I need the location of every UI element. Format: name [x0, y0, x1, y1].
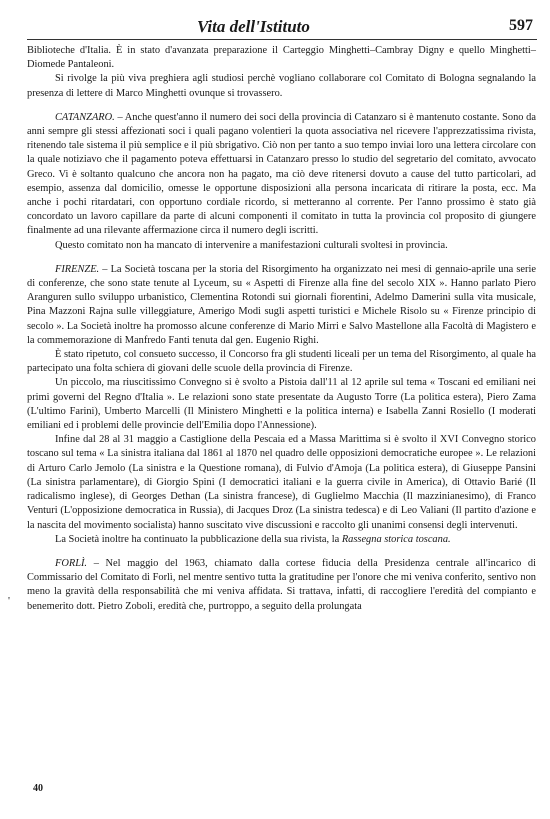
section-gap	[27, 101, 536, 111]
paragraph-firenze-text: – La Società toscana per la storia del Risorgimento ha organizzato nei mesi di gennaio-aprile una serie di conferenze, che sono state tenute al Lyceum, su « Aspetti di Firenze alla fine del secolo XIX ». Hanno parlato Piero Aranguren sullo sviluppo urbanistico, Clementina Rotondi sui giornali fiorentini, Adelmo Damerini sulla vita musicale, Pina Mazzoni Rajna sulle villeggiature, Amerigo Modi sugli aspetti turistici e Michele Risolo su « Firenze principio di secolo ». La Società inoltre ha promosso alcune conferenze di Mario Mirri e Salvo Mastellone alla Facoltà di Magistero e la commemorazione di Manfredo Fanti tenuta dal gen. Eugenio Righi.	[27, 263, 536, 346]
paragraph-forli-text: – Nel maggio del 1963, chiamato dalla cortese fiducia della Presidenza centrale all'incarico di Commissario del Comitato di Forlì, nel mentre sentivo tutta la gratitudine per l'onore che mi veniva conferito, sentivo non meno la gravità della responsabilità che mi veniva affidata. Si trattava, infatti, di raccogliere l'eredità del compianto e benemerito dott. Pietro Zoboli, eredità che, purtroppo, a seguito della prolungata	[27, 557, 536, 612]
paragraph-firenze-pistoia: Un piccolo, ma riuscitissimo Convegno si è svolto a Pistoia dall'11 al 12 aprile sul tema « Toscani ed emiliani nei primi governi del Regno d'Italia ». Le relazioni sono state presentate da Augusto Torre (La politica estera), Piero Zama (L'ultimo Farini), Umberto Marcelli (Il Ministero Minghetti e la politica interna) e Isabella Zanni Rosiello (I moderati emiliani ed i problemi delle provincie dell'Emilia dopo l'Annessione).	[27, 377, 536, 432]
section-gap	[27, 547, 536, 557]
running-title: Vita dell'Istituto	[197, 17, 310, 36]
paragraph-bologna-continued: Biblioteche d'Italia. È in stato d'avanzata preparazione il Carteggio Minghetti–Cambray Digny e quello Minghetti–Diomede Pantaleoni.	[27, 45, 536, 71]
paragraph-catanzaro-text: – Anche quest'anno il numero dei soci della provincia di Catanzaro si è mantenuto costante. Sono da anni sempre gli stessi affezionati soci i quali pagano volentieri la quota associativa nel ricevere l'apprezzatissima rivista, ritenendo tale sistema il più semplice e il più sbrigativo. Ciò non per tanto a suo tempo inviai loro una lettera circolare con la quale notiziavo che il pagamento poteva effettuarsi in Catanzaro presso lo studio del segretario del comitato, avvocato Greco. Vi è soltanto qualcuno che ancora non ha pagato, ma ciò deve ritenersi dovuto a cause del tutto particolari, ad esempio, assenza dal domicilio, omesse le opportune disposizioni alla persona incaricata di ritirare la posta, ecc. Ma anche i pochi ritardatari, con opportuno cordiale ricordo, si metteranno al corrente. Per l'anno prossimo è stato già concordato un lavoro capillare da parte di alcuni componenti il comitato in tutta la provincia col proposito di giungere finalmente ad una rilevante affermazione circa il numero degli iscritti.	[27, 111, 536, 237]
place-heading-forli: FORLÌ.	[55, 557, 88, 569]
paragraph-catanzaro	[27, 111, 536, 239]
paragraph-firenze-rivista-text: La Società inoltre ha continuato la pubblicazione della sua rivista, la	[55, 533, 342, 545]
section-gap	[27, 253, 536, 263]
paragraph-firenze-rivista	[27, 533, 536, 547]
paragraph-catanzaro-events: Questo comitato non ha mancato di intervenire a manifestazioni culturali svoltesi in provincia.	[55, 239, 448, 251]
signature-mark: 40	[33, 783, 43, 794]
place-heading-catanzaro: CATANZARO.	[55, 111, 115, 123]
paragraph-firenze-concorso: È stato ripetuto, col consueto successo, il Concorso fra gli studenti liceali per un tema del Risorgimento, al quale ha partecipato una folta schiera di giovani delle scuole della provincia di Firenze.	[27, 349, 536, 375]
body-text	[27, 44, 536, 614]
paragraph-firenze-convegno: Infine dal 28 al 31 maggio a Castiglione della Pescaia ed a Massa Marittima si è svolto il XVI Convegno storico toscano sul tema « La sinistra italiana dal 1861 al 1870 nel quadro delle opposizioni democratiche europee ». Le relazioni di Arturo Carlo Jemolo (La sinistra e la Questione romana), di Fulvio d'Amoja (La politica estera), di Giuseppe Pansini (La sinistra parlamentare), di Giorgio Spini (I democratici italiani e la guerra civile in America), di Ottavio Barié (Il radicalismo inglese), di Georges Dethan (La sinistra francese), di Guglielmo Macchia (Il mazzinianesimo), di Franco Venturi (L'opposizione democratica in Russia), di Jacques Droz (La sinistra tedesca) e di Leo Valiani (Il partito d'azione e la nascita del movimento socialista) hanno suscitato vive discussioni e raccolto gli unanimi consensi degli intervenuti.	[27, 434, 536, 531]
place-heading-firenze: FIRENZE.	[55, 263, 100, 275]
paragraph-forli	[27, 557, 536, 614]
running-header	[27, 12, 537, 38]
paragraph-firenze	[27, 263, 536, 348]
page-number: 597	[509, 17, 533, 34]
paragraph-bologna-appeal: Si rivolge la più viva preghiera agli studiosi perchè vogliano collaborare col Comitato di Bologna segnalando la presenza di lettere di Marco Minghetti ovunque si trovassero.	[27, 73, 536, 99]
header-rule	[27, 39, 537, 40]
journal-title: Rassegna storica toscana.	[341, 533, 451, 545]
margin-mark: '	[8, 595, 10, 607]
